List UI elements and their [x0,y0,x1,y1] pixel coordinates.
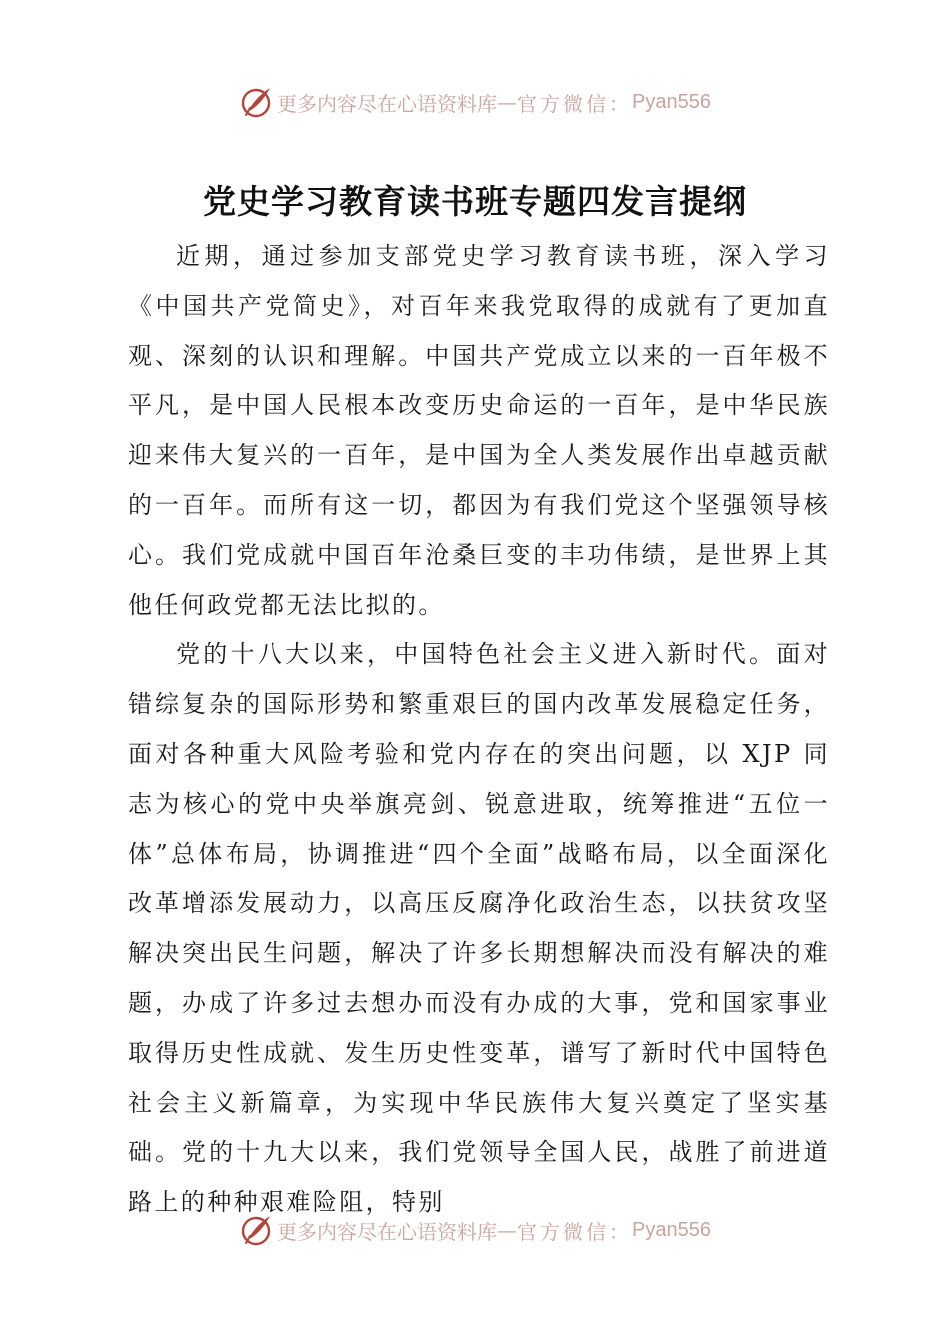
watermark-sub-text: 官方微信： [517,91,633,116]
watermark-main-text: 更多内容尽在心语资料库 [277,1219,498,1244]
document-title: 党史学习教育读书班专题四发言提纲 [203,182,747,221]
watermark-wechat-id: Pyan556 [632,90,711,113]
footer-watermark [0,1210,950,1250]
paragraph-2: 党的十八大以来，中国特色社会主义进入新时代。面对错综复杂的国际形势和繁重艰巨的国内改革发展稳定任务，面对各种重大风险考验和党内存在的突出问题，以 XJP 同志为核心的党中央举旗亮剑、锐意进取，统筹推进“五位一体”总体布局，协调推进“四个全面”战略布局，以全面深化改革增添发展动力，以高压反腐净化政治生态，以扶贫攻坚解决突出民生问题，解决了许多长期想解决而没有解决的难题，办成了许多过去想办而没有办成的大事，党和国家事业取得历史性成就、发生历史性变革，谱写了新时代中国特色社会主义新篇章，为实现中华民族伟大复兴奠定了坚实基础。党的十九大以来，我们党领导全国人民，战胜了前进道路上的种种艰难险阻，特别 [128,640,830,1217]
quill-logo-icon [239,1213,273,1247]
header-watermark [0,82,950,122]
quill-logo-icon [239,85,273,119]
watermark-dash: — [497,1218,518,1242]
watermark-sub-text: 官方微信： [517,1219,633,1244]
document-body [128,232,830,1228]
watermark-main-text: 更多内容尽在心语资料库 [277,91,498,116]
paragraph-1: 近期，通过参加支部党史学习教育读书班，深入学习《中国共产党简史》，对百年来我党取得的成就有了更加直观、深刻的认识和理解。中国共产党成立以来的一百年极不平凡，是中国人民根本改变历史命运的一百年，是中华民族迎来伟大复兴的一百年，是中国为全人类发展作出卓越贡献的一百年。而所有这一切，都因为有我们党这个坚强领导核心。我们党成就中国百年沧桑巨变的丰功伟绩，是世界上其他任何政党都无法比拟的。 [128,242,830,619]
watermark-dash: — [497,90,518,114]
watermark-wechat-id: Pyan556 [632,1218,711,1241]
